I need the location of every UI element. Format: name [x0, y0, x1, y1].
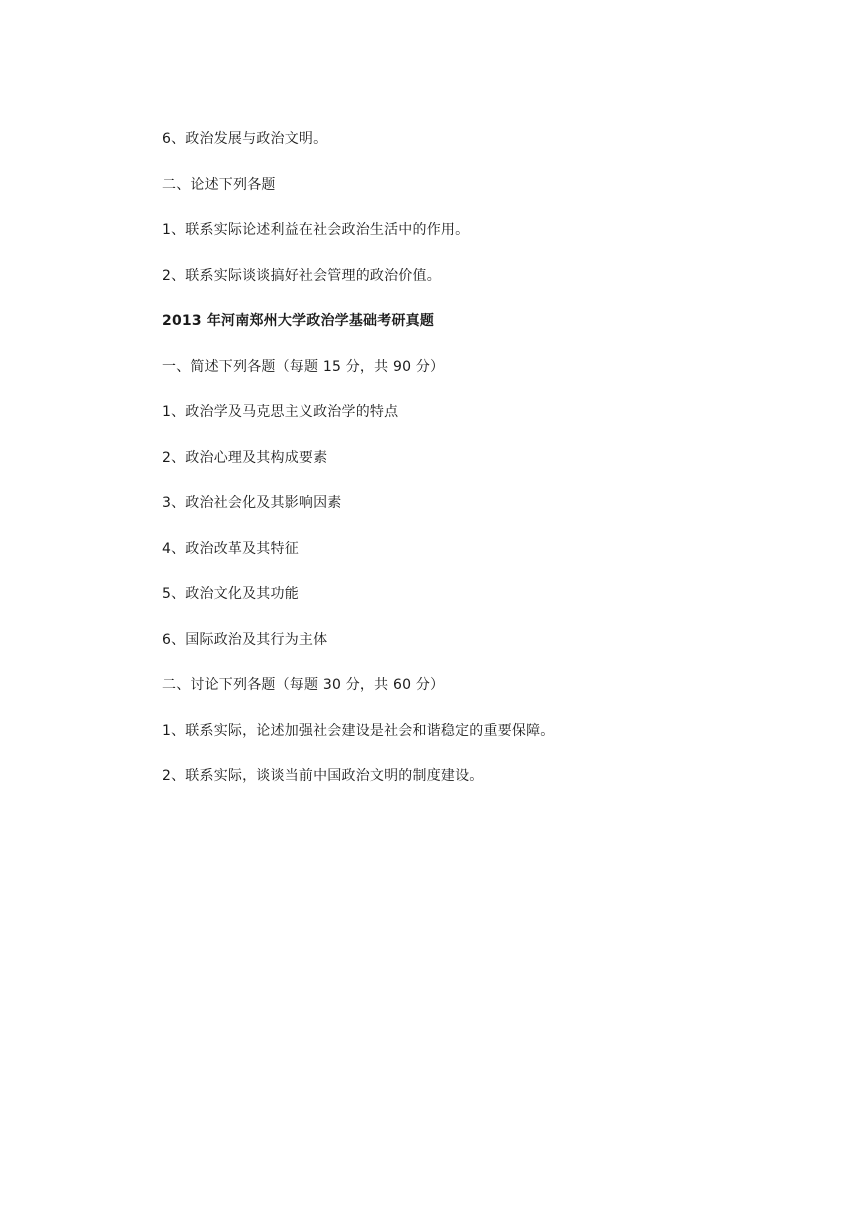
question-item: 1、政治学及马克思主义政治学的特点 [162, 404, 399, 420]
question-item: 6、政治发展与政治文明。 [162, 131, 328, 147]
question-item: 2、政治心理及其构成要素 [162, 450, 328, 466]
section-heading: 二、讨论下列各题（每题 30 分，共 60 分） [162, 677, 445, 693]
question-item: 2、联系实际谈谈搞好社会管理的政治价值。 [162, 268, 441, 284]
section-heading: 一、简述下列各题（每题 15 分，共 90 分） [162, 359, 445, 375]
question-item: 6、国际政治及其行为主体 [162, 632, 328, 648]
question-item: 3、政治社会化及其影响因素 [162, 495, 342, 511]
question-item: 4、政治改革及其特征 [162, 541, 299, 557]
section-heading: 二、论述下列各题 [162, 177, 276, 193]
exam-title: 2013 年河南郑州大学政治学基础考研真题 [162, 313, 435, 329]
question-item: 2、联系实际，谈谈当前中国政治文明的制度建设。 [162, 768, 484, 784]
question-item: 1、联系实际论述利益在社会政治生活中的作用。 [162, 222, 470, 238]
question-item: 1、联系实际，论述加强社会建设是社会和谐稳定的重要保障。 [162, 723, 555, 739]
question-item: 5、政治文化及其功能 [162, 586, 299, 602]
